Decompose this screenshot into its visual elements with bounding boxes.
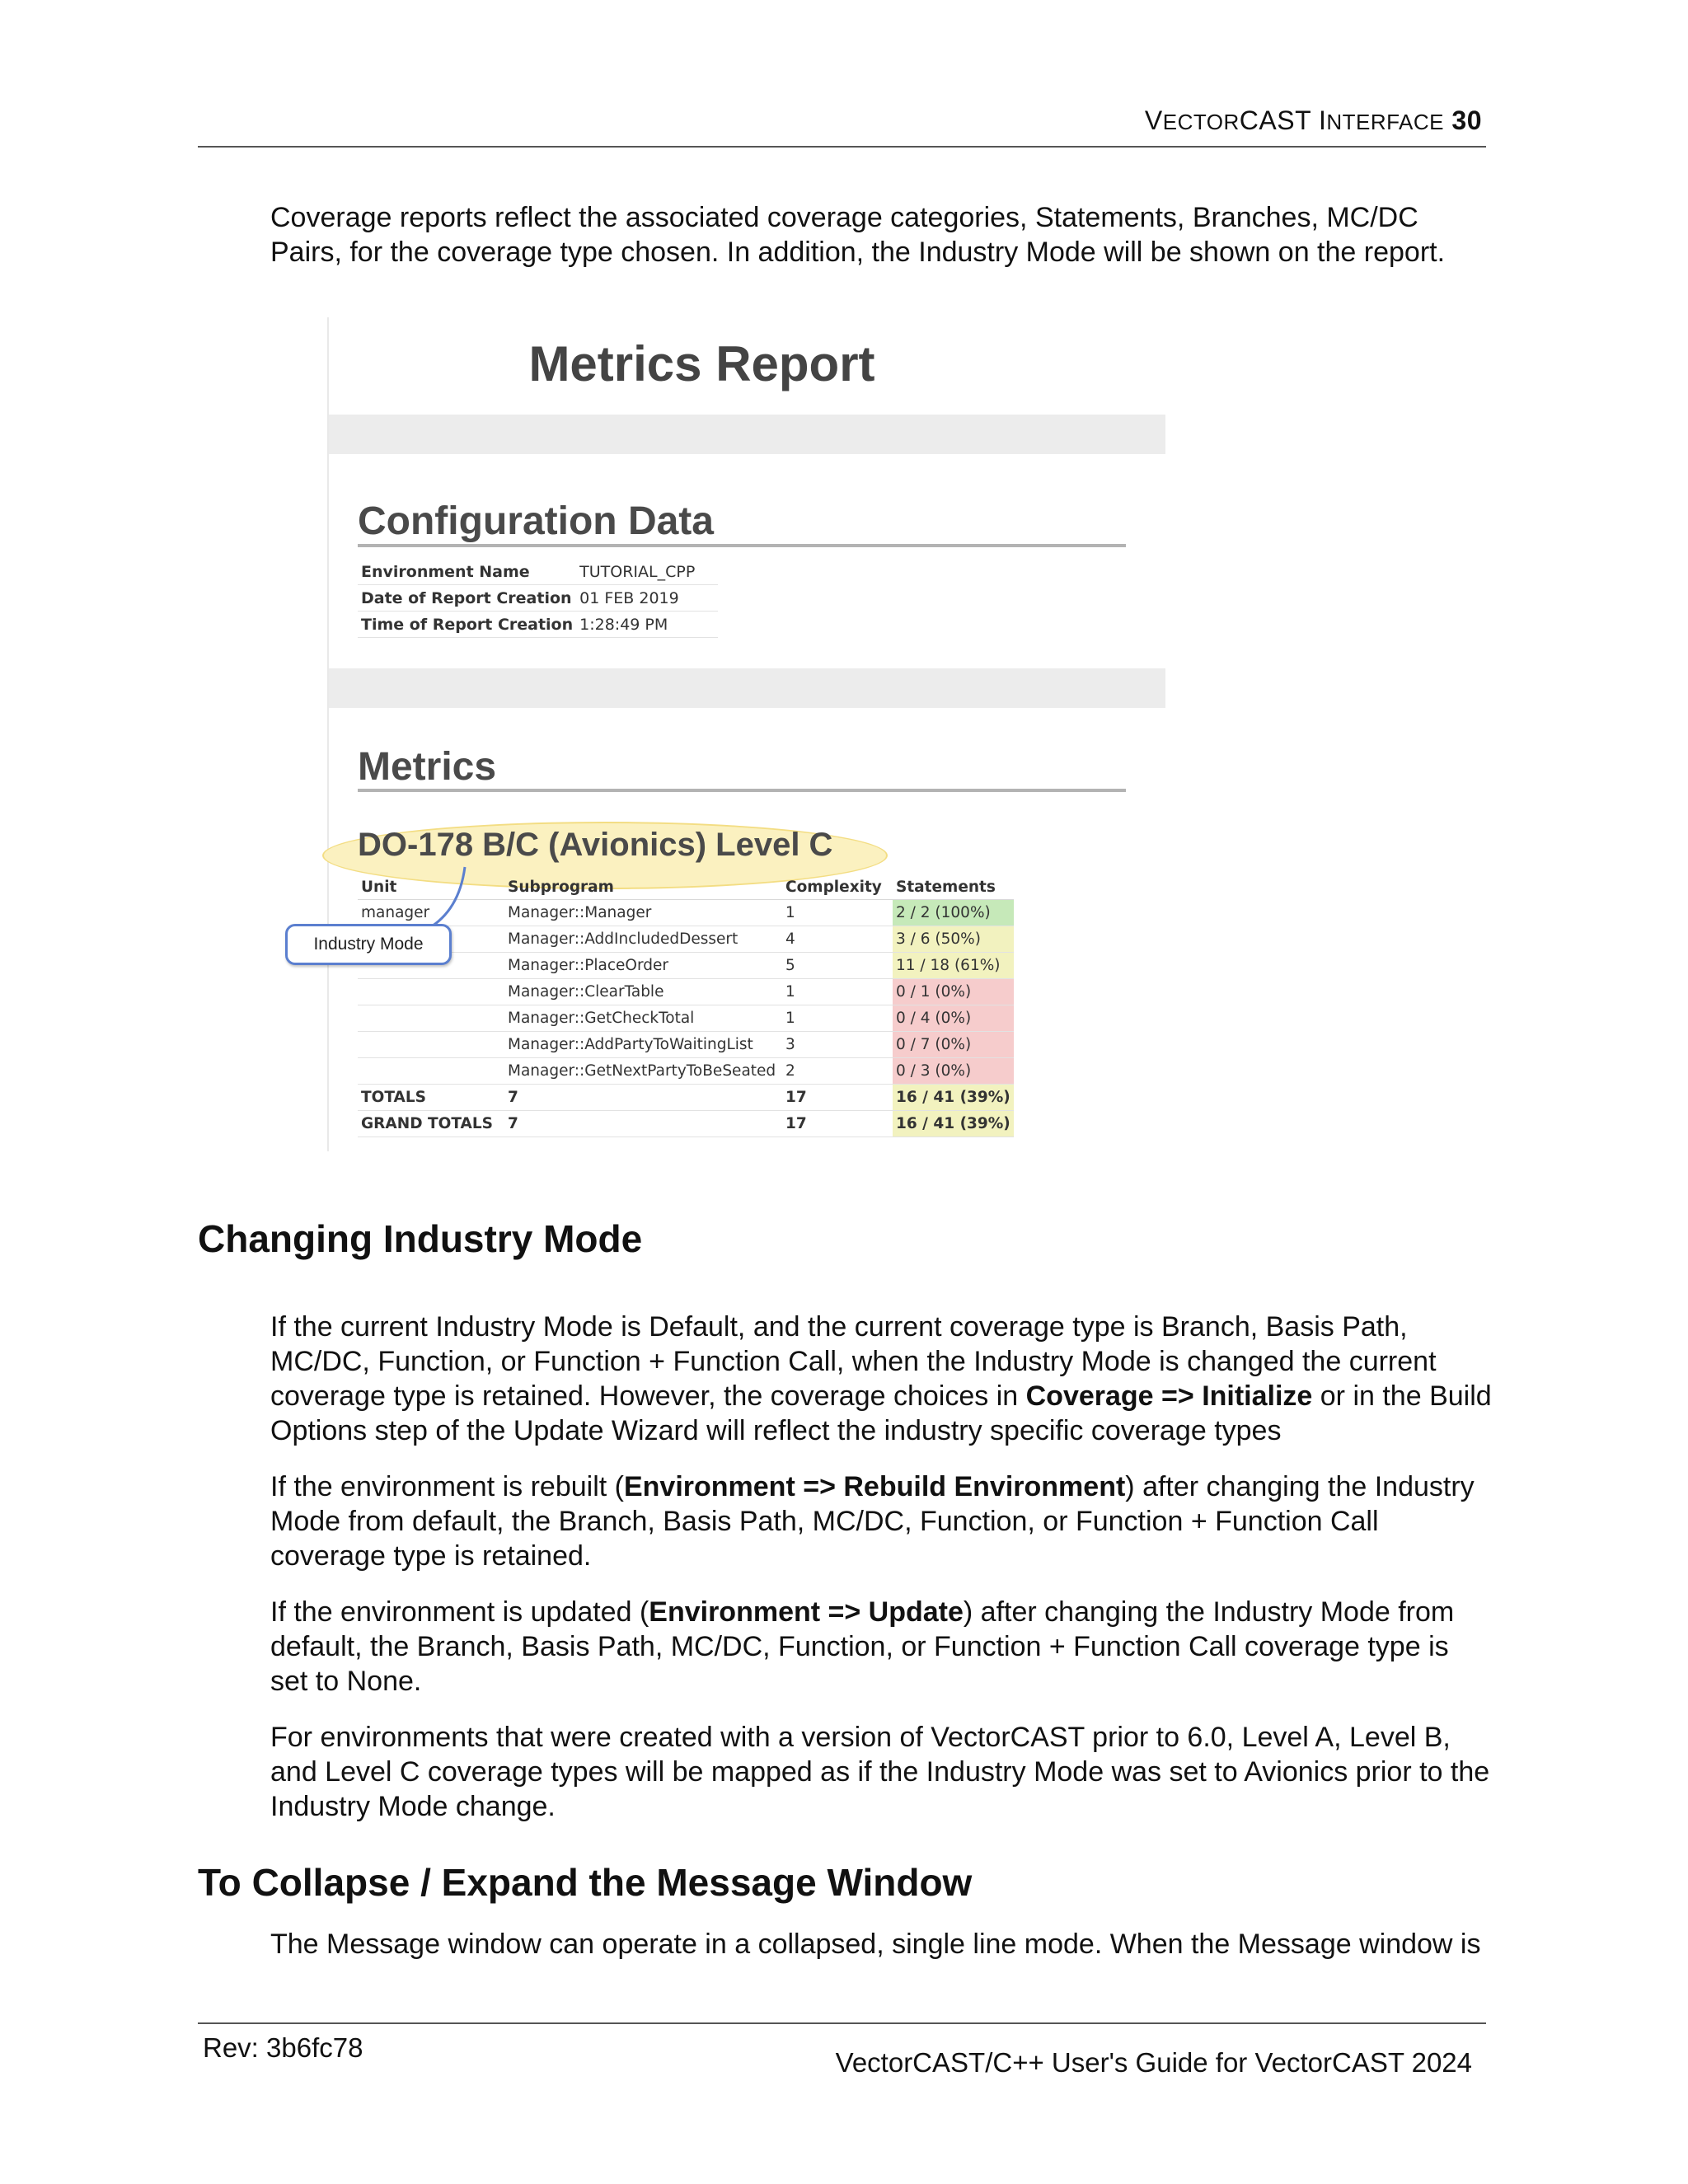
cell-subprogram: Manager::GetNextPartyToBeSeated xyxy=(504,1058,782,1085)
cell-subprogram: Manager::PlaceOrder xyxy=(504,953,782,979)
page-number: 30 xyxy=(1451,105,1482,135)
cell-statements: 2 / 2 (100%) xyxy=(893,900,1014,926)
footer-guide-title: VectorCAST/C++ User's Guide for VectorCAST 2024 xyxy=(835,2047,1472,2078)
heading-changing-industry-mode: Changing Industry Mode xyxy=(198,1217,643,1260)
header-ector: ECTOR xyxy=(1162,110,1240,134)
footer-rule xyxy=(198,2022,1486,2024)
header-cast-i: CAST I xyxy=(1239,105,1327,135)
metrics-report-figure xyxy=(313,317,1165,1151)
cell-subprogram: Manager::GetCheckTotal xyxy=(504,1005,782,1032)
total-subprogram-count: 7 xyxy=(504,1111,782,1137)
p1-text-c: or in the Build Options step of the Update Wizard will reflect the industry specific coverage types xyxy=(270,1380,1492,1446)
config-value: TUTORIAL_CPP xyxy=(576,559,718,585)
header-cap-v: V xyxy=(1144,105,1163,135)
cell-statements: 11 / 18 (61%) xyxy=(893,953,1014,979)
cell-statements: 0 / 3 (0%) xyxy=(893,1058,1014,1085)
cell-complexity: 2 xyxy=(782,1058,893,1085)
total-complexity: 17 xyxy=(782,1111,893,1137)
cell-statements: 0 / 4 (0%) xyxy=(893,1005,1014,1032)
cell-subprogram: Manager::AddPartyToWaitingList xyxy=(504,1032,782,1058)
cell-subprogram: Manager::AddIncludedDessert xyxy=(504,926,782,953)
cell-complexity: 1 xyxy=(782,979,893,1005)
total-statements: 16 / 41 (39%) xyxy=(893,1111,1014,1137)
p2-text-c: ) after changing the Industry Mode from default, the Branch, Basis Path, MC/DC, Function, or Function + Function Call coverage type is retained. xyxy=(270,1471,1475,1572)
total-label: TOTALS xyxy=(358,1085,504,1111)
cell-unit: manager xyxy=(358,900,504,926)
callout-leader-line xyxy=(329,317,1165,1151)
col-header-unit: Unit xyxy=(358,874,504,900)
config-heading: Configuration Data xyxy=(358,499,714,543)
total-complexity: 17 xyxy=(782,1085,893,1111)
running-header xyxy=(1145,105,1482,136)
industry-mode-title: DO-178 B/C (Avionics) Level C xyxy=(358,827,833,863)
cell-complexity: 1 xyxy=(782,1005,893,1032)
cell-subprogram: Manager::Manager xyxy=(504,900,782,926)
cell-statements: 0 / 7 (0%) xyxy=(893,1032,1014,1058)
cell-complexity: 1 xyxy=(782,900,893,926)
config-key: Environment Name xyxy=(358,559,576,585)
col-header-complexity: Complexity xyxy=(782,874,893,900)
total-statements: 16 / 41 (39%) xyxy=(893,1085,1014,1111)
col-header-statements: Statements xyxy=(893,874,1014,900)
paragraph-changing-2 xyxy=(270,1469,1492,1573)
col-header-subprogram: Subprogram xyxy=(504,874,782,900)
p3-text-c: ) after changing the Industry Mode from default, the Branch, Basis Path, MC/DC, Function, or Function + Function Call coverage type is set to None. xyxy=(270,1596,1455,1697)
cell-statements: 0 / 1 (0%) xyxy=(893,979,1014,1005)
total-label: GRAND TOTALS xyxy=(358,1111,504,1137)
header-rule xyxy=(198,146,1486,148)
paragraph-changing-4: For environments that were created with a version of VectorCAST prior to 6.0, Level A, Level B, and Level C coverage types will be mapped as if the Industry Mode was set to Avionics prior to the Industry Mode change. xyxy=(270,1722,1490,1822)
config-key: Time of Report Creation xyxy=(358,612,576,638)
paragraph-changing-3 xyxy=(270,1595,1492,1699)
menu-path-environment-update: Environment => Update xyxy=(649,1596,964,1628)
p2-text-a: If the environment is rebuilt ( xyxy=(270,1471,624,1502)
cell-complexity: 5 xyxy=(782,953,893,979)
cell-statements: 3 / 6 (50%) xyxy=(893,926,1014,953)
industry-mode-callout: Industry Mode xyxy=(285,924,452,965)
total-subprogram-count: 7 xyxy=(504,1085,782,1111)
footer-revision: Rev: 3b6fc78 xyxy=(203,2032,363,2063)
config-value: 1:28:49 PM xyxy=(576,612,718,638)
report-title: Metrics Report xyxy=(528,336,875,391)
header-nterface: NTERFACE xyxy=(1326,110,1445,134)
cell-complexity: 3 xyxy=(782,1032,893,1058)
config-value: 01 FEB 2019 xyxy=(576,585,718,612)
menu-path-coverage-initialize: Coverage => Initialize xyxy=(1025,1380,1313,1412)
cell-subprogram: Manager::ClearTable xyxy=(504,979,782,1005)
p1-text-a: If the current Industry Mode is Default, and the current coverage type is Branch, Basis Path, MC/DC, Function, or Function + Function Call, when the Industry Mode is changed the current coverage type is retained. However, the coverage choices in xyxy=(270,1311,1437,1412)
config-key: Date of Report Creation xyxy=(358,585,576,612)
metrics-heading: Metrics xyxy=(358,745,497,789)
paragraph-collapse-1: The Message window can operate in a collapsed, single line mode. When the Message window is xyxy=(270,1929,1481,1960)
paragraph-changing-1 xyxy=(270,1310,1492,1448)
p3-text-a: If the environment is updated ( xyxy=(270,1596,649,1628)
heading-collapse-expand: To Collapse / Expand the Message Window xyxy=(198,1861,973,1904)
menu-path-rebuild-environment: Environment => Rebuild Environment xyxy=(623,1471,1126,1502)
cell-complexity: 4 xyxy=(782,926,893,953)
intro-paragraph: Coverage reports reflect the associated coverage categories, Statements, Branches, MC/DC Pairs, for the coverage type chosen. In addition, the Industry Mode will be shown on the report. xyxy=(270,202,1446,268)
